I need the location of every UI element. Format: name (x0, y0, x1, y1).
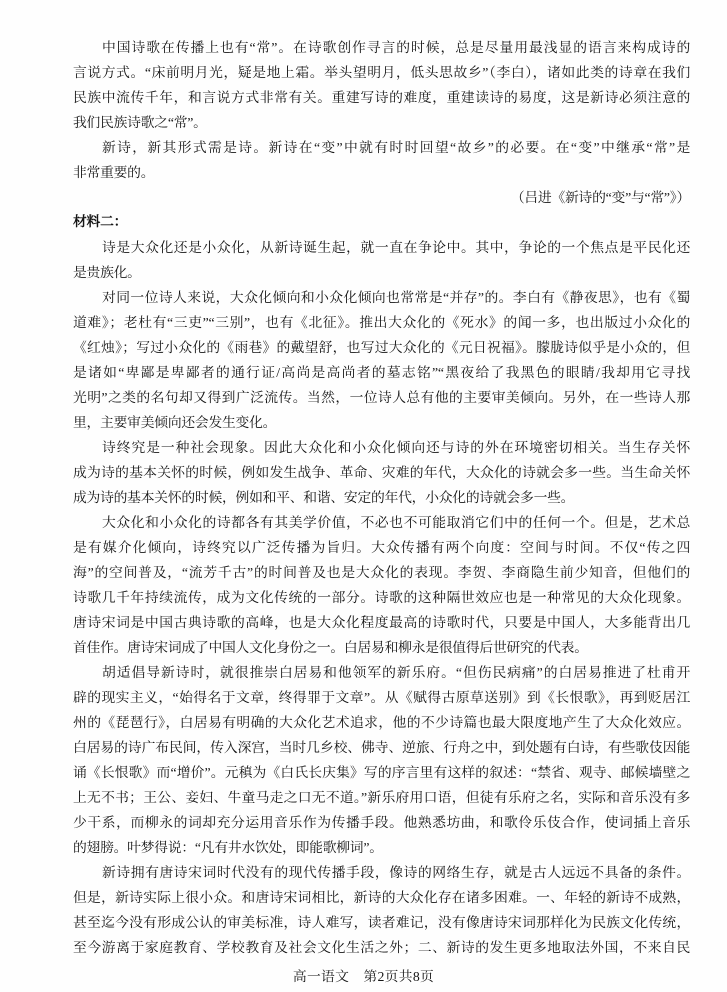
paragraph-line: 是诸如“卑鄙是卑鄙者的通行证/高尚是高尚者的墓志铭”“黑夜给了我黑色的眼睛/我却用它寻找 (73, 365, 690, 380)
paragraph-line: 至今游离于家庭教育、学校教育及社会文化生活之外；二、新诗的发生更多地取法外国，不来自民 (73, 940, 690, 955)
paragraph-line: 新诗拥有唐诗宋词时代没有的现代传播手段，像诗的网络生存，就是古人远远不具备的条件。 (102, 865, 690, 880)
paragraph-line: 上无不书；王公、妾妇、牛童马走之口无不道。”新乐府用口语，但徒有乐府之名，实际和音乐没有多 (73, 790, 690, 805)
paragraph-line: 唐诗宋词是中国古典诗歌的高峰，也是大众化程度最高的诗歌时代，只要是中国人，大多能背出几 (73, 615, 690, 630)
section-heading: 材料二： (73, 214, 128, 230)
paragraph-line: 我们民族诗歌之“常”。 (73, 115, 207, 130)
paragraph-line: 诵《长恨歌》而“增价”。元稹为《白氏长庆集》写的序言里有这样的叙述：“禁省、观寺、邮候墙壁之 (73, 765, 690, 780)
paragraph-line: 州的《琵琶行》，白居易有明确的大众化艺术追求，他的不少诗篇也最大限度地产生了大众化效应。 (73, 715, 690, 730)
paragraph-line: 新诗，新其形式需是诗。新诗在“变”中就有时时回望“故乡”的必要。在“变”中继承“常”是 (102, 140, 690, 155)
paragraph-line: 少干系，而柳永的词却充分运用音乐作为传播手段。他熟悉坊曲，和歌伶乐伎合作，使词插上音乐 (73, 815, 690, 830)
paragraph (73, 660, 690, 860)
paragraph-line: 白居易的诗广布民间，传入深宫，当时几乡校、佛寺、逆旅、行舟之中，到处题有白诗，有些歌伎因能 (73, 740, 690, 755)
paragraph-line: 首佳作。唐诗宋词成了中国人文化身份之一。白居易和柳永是很值得后世研究的代表。 (73, 640, 588, 655)
paragraph-line: 中国诗歌在传播上也有“常”。在诗歌创作寻言的时候，总是尽量用最浅显的语言来构成诗的 (102, 40, 690, 55)
text-column (73, 35, 690, 960)
paragraph (73, 510, 690, 660)
paragraph-line: 成为诗的基本关怀的时候，例如和平、和谐、安定的年代，小众化的诗就会多一些。 (73, 490, 575, 505)
paragraph-line: 民族中流传千年，和言说方式非常有关。重建写诗的难度，重建读诗的易度，这是新诗必须注意的 (73, 90, 690, 105)
paragraph-line: 里，主要审美倾向还会发生变化。 (73, 415, 277, 430)
paragraph-line: 《红烛》；写过小众化的《雨巷》的戴望舒，也写过大众化的《元日祝福》。朦胧诗似乎是小众的，但 (73, 340, 690, 355)
paragraph-line: 光明”之类的名句却又得到广泛流传。当然，一位诗人总有他的主要审美倾向。另外，在一些诗人那 (73, 390, 690, 405)
paragraph (73, 435, 690, 510)
paragraph-line: 道难》；老杜有“三吏”“三别”，也有《北征》。推出大众化的《死水》的闻一多，也出版过小众化的 (73, 315, 690, 330)
paragraph (73, 135, 690, 185)
citation: （吕进《新诗的“变”与“常”》） (510, 190, 690, 205)
paragraph-line: 大众化和小众化的诗都各有其美学价值，不必也不可能取消它们中的任何一个。但是，艺术总 (102, 515, 690, 530)
paragraph-line: 胡适倡导新诗时，就很推崇白居易和他领军的新乐府。“但伤民病痛”的白居易推进了杜甫开 (102, 665, 690, 680)
paragraph-line: 但是，新诗实际上很小众。和唐诗宋词相比，新诗的大众化存在诸多困难。一、年轻的新诗不成熟， (73, 890, 690, 905)
page-footer: 高一语文 第2页共8页 (292, 969, 435, 984)
paragraph-line: 海”的空间普及，“流芳千古”的时间普及也是大众化的表现。李贺、李商隐生前少知音，但他们的 (73, 565, 690, 580)
paragraph-line: 甚至迄今没有形成公认的审美标准，诗人难写，读者难记，没有像唐诗宋词那样化为民族文化传统， (73, 915, 690, 930)
paragraph-line: 对同一位诗人来说，大众化倾向和小众化倾向也常常是“并存”的。李白有《静夜思》，也有《蜀 (102, 290, 690, 305)
paragraph-line: 是有媒介化倾向，诗终究以广泛传播为旨归。大众传播有两个向度：空间与时间。不仅“传之四 (73, 540, 690, 555)
paragraph-line: 非常重要的。 (73, 165, 155, 180)
paragraph-line: 成为诗的基本关怀的时候，例如发生战争、革命、灾难的年代，大众化的诗就会多一些。当生命关怀 (73, 465, 690, 480)
paragraph (73, 285, 690, 435)
paragraph-line: 辟的现实主义，“始得名于文章，终得罪于文章”。从《赋得古原草送别》到《长恨歌》，再到贬居江 (73, 690, 690, 705)
paragraph-line: 是贵族化。 (73, 265, 141, 280)
paragraph (73, 35, 690, 135)
paragraph-line: 诗歌几千年持续流传，成为文化传统的一部分。诗歌的这种隔世效应也是一种常见的大众化现象。 (73, 590, 690, 605)
paragraph (73, 235, 690, 285)
paragraph-line: 诗终究是一种社会现象。因此大众化和小众化倾向还与诗的外在环境密切相关。当生存关怀 (102, 440, 690, 455)
paragraph (73, 860, 690, 960)
paragraph-line: 的翅膀。叶梦得说：“凡有井水饮处，即能歌柳词”。 (73, 840, 383, 855)
paragraph-line: 诗是大众化还是小众化，从新诗诞生起，就一直在争论中。其中，争论的一个焦点是平民化还 (102, 240, 690, 255)
paragraph-line: 言说方式。“床前明月光，疑是地上霜。举头望明月，低头思故乡”（李白），诸如此类的诗章在我们 (73, 65, 690, 80)
